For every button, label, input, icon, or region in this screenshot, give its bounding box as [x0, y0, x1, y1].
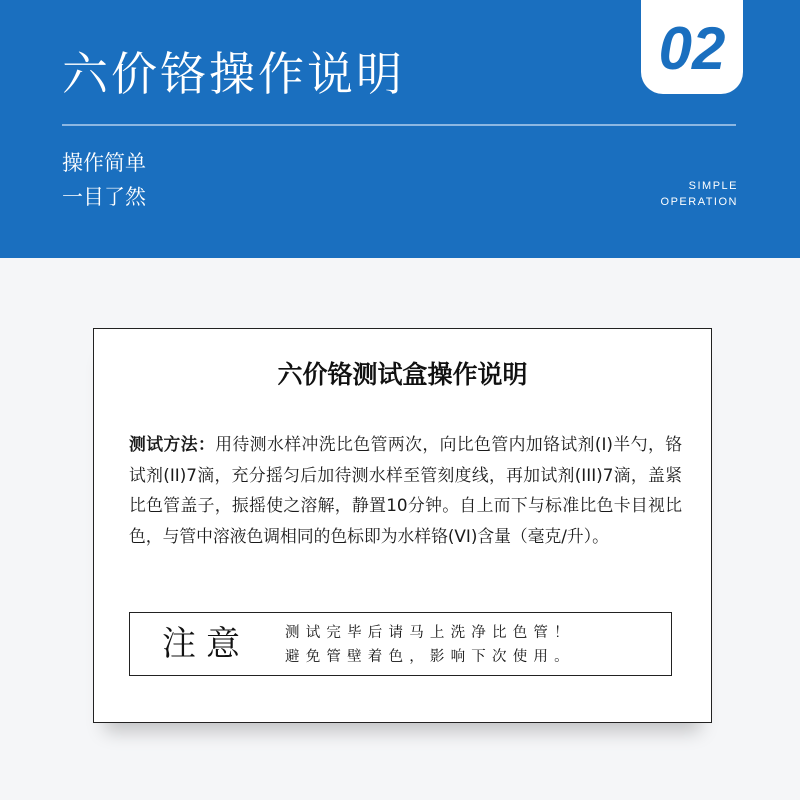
card-title: 六价铬测试盒操作说明 — [277, 360, 528, 389]
test-method-paragraph — [129, 429, 682, 551]
english-tag-line-1: SIMPLE — [688, 180, 738, 192]
notice-line-1: 测试完毕后请马上洗净比色管！ — [285, 625, 575, 641]
method-text: 用待测水样冲洗比色管两次，向比色管内加铬试剂(I)半勺，铬试剂(II)7滴，充分摇匀后加待测水样至管刻度线，再加试剂(III)7滴，盖紧比色管盖子，振摇使之溶解，静置10分钟。自上而下与标准比色卡目视比色，与管中溶液色调相同的色标即为水样铬(VI)含量（毫克/升）。 — [129, 434, 682, 546]
section-number: 02 — [658, 15, 726, 82]
notice-line-2: 避免管壁着色，影响下次使用。 — [285, 649, 575, 665]
header-banner — [0, 0, 800, 258]
subtitle-line-1: 操作简单 — [62, 151, 146, 175]
english-tag-line-2: OPERATION — [660, 196, 738, 208]
english-tag — [661, 178, 738, 210]
page-title: 六价铬操作说明 — [62, 47, 405, 101]
notice-box — [129, 612, 672, 676]
notice-text — [285, 621, 575, 669]
instruction-card — [93, 328, 712, 723]
header-divider — [62, 124, 736, 126]
notice-label: 注意 — [162, 624, 250, 664]
subtitle-line-2: 一目了然 — [62, 185, 146, 209]
method-label: 测试方法： — [129, 434, 216, 454]
section-number-badge — [641, 0, 743, 94]
